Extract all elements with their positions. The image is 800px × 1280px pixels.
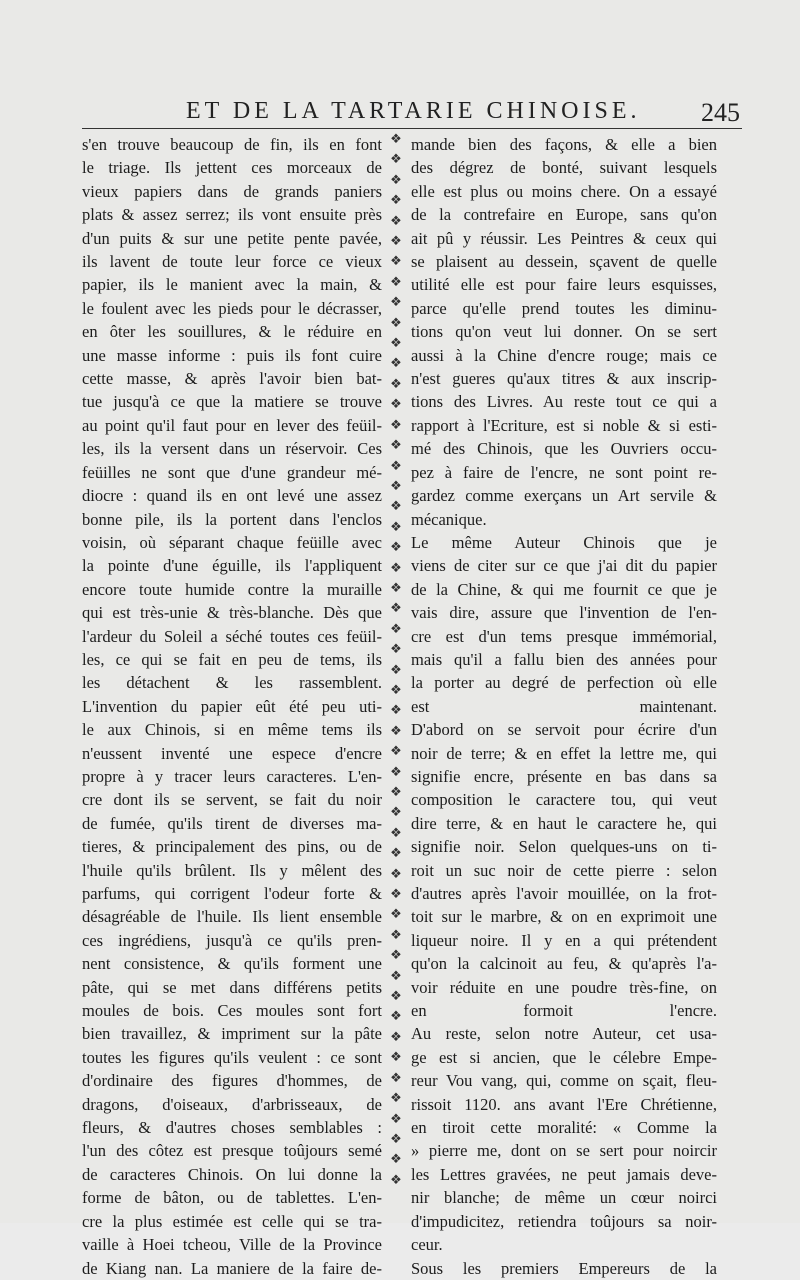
text-line: reur Vou vang, qui, comme on sçait, fleu- xyxy=(411,1071,717,1091)
text-line: vais dire, assure que l'invention de l'en- xyxy=(411,603,717,623)
ornament-glyph: ❖ xyxy=(390,1091,402,1107)
text-line: la porter au degré de perfection où elle xyxy=(411,673,717,693)
text-line: la pointe d'une éguille, ils l'appliquent xyxy=(82,556,382,576)
text-line: utilité elle est pour faire leurs esquisses, xyxy=(411,275,717,295)
text-line: Sous les premiers Empereurs de la xyxy=(411,1258,717,1278)
text-line: D'abord on se servoit pour écrire d'un xyxy=(411,720,717,740)
text-line: mé des Chinois, que les Ouvriers occu- xyxy=(411,439,717,459)
text-line: L'invention du papier eût été peu uti- xyxy=(82,696,382,716)
text-line: plats & assez serrez; ils vont ensuite près xyxy=(82,205,382,225)
ornament-glyph: ❖ xyxy=(390,1152,402,1168)
text-line: de Kiang nan. La maniere de la faire de- xyxy=(82,1258,382,1278)
text-line: rapport à l'Ecriture, est si noble & si esti- xyxy=(411,415,717,435)
text-line: ils lavent de toute leur force ce vieux xyxy=(82,252,382,272)
text-line: fleurs, & d'autres choses semblables : xyxy=(82,1118,382,1138)
ornament-glyph: ❖ xyxy=(390,927,402,943)
text-line: les Lettres gravées, ne peut jamais deve- xyxy=(411,1164,717,1184)
ornament-glyph: ❖ xyxy=(390,356,402,372)
text-line: désagréable de l'huile. Ils lient ensemble xyxy=(82,907,382,927)
ornament-glyph: ❖ xyxy=(390,1029,402,1045)
text-line: qu'on la calcinoit au feu, & qu'après l'a- xyxy=(411,954,717,974)
text-line: tue jusqu'à ce que la matiere se trouve xyxy=(82,392,382,412)
ornament-glyph: ❖ xyxy=(390,785,402,800)
text-line: aussi à la Chine d'encre rouge; mais ce xyxy=(411,345,717,365)
text-line: signifie encre, présente en bas dans sa xyxy=(411,766,717,786)
ornament-glyph: ❖ xyxy=(390,213,402,229)
text-line: Le même Auteur Chinois que je xyxy=(411,532,717,552)
ornament-glyph: ❖ xyxy=(390,968,402,984)
ornament-glyph: ❖ xyxy=(390,662,402,678)
text-line: le aux Chinois, si en même tems ils xyxy=(82,720,382,740)
text-line: l'un des côtez est presque toûjours semé xyxy=(82,1141,382,1161)
text-line: d'ordinaire des figures d'hommes, de xyxy=(82,1071,382,1091)
text-line: liqueur noire. Il y en a qui prétendent xyxy=(411,930,717,950)
text-line: ge est si ancien, que le célebre Empe- xyxy=(411,1047,717,1067)
text-line: se plaisent au dessein, sçavent de quelle xyxy=(411,252,717,272)
ornament-glyph: ❖ xyxy=(390,887,402,903)
text-line: en ôter les souillures, & le réduire en xyxy=(82,322,382,342)
text-line: le foulent avec les pieds pour le décrasser, xyxy=(82,298,382,318)
ornament-glyph: ❖ xyxy=(390,132,402,147)
text-line: bien travaillez, & impriment sur la pâte xyxy=(82,1024,382,1044)
text-line: tieres, & principalement des pins, ou de xyxy=(82,837,382,857)
text-line: l'ardeur du Soleil a séché toutes ces feüil- xyxy=(82,626,382,646)
text-line: dragons, d'oiseaux, d'arbrisseaux, de xyxy=(82,1094,382,1114)
text-line: l'huile qu'ils brûlent. Ils y mêlent des xyxy=(82,860,382,880)
text-line: cre la plus estimée est celle qui se tra- xyxy=(82,1211,382,1231)
text-line: des dégrez de bonté, suivant lesquels xyxy=(411,158,717,178)
ornament-glyph: ❖ xyxy=(390,989,402,1005)
text-line: tions qu'on veut lui donner. On se sert xyxy=(411,322,717,342)
ornament-glyph: ❖ xyxy=(390,499,402,515)
ornament-glyph: ❖ xyxy=(390,336,402,352)
ornament-glyph: ❖ xyxy=(390,642,402,658)
text-line: de la contrefaire en Europe, sans qu'on xyxy=(411,205,717,225)
ornament-glyph: ❖ xyxy=(390,621,402,637)
ornament-glyph: ❖ xyxy=(390,948,402,964)
left-column xyxy=(82,133,382,1280)
text-line: parfums, qui corrigent l'odeur forte & xyxy=(82,884,382,903)
ornament-glyph: ❖ xyxy=(390,478,402,494)
text-line: vieux papiers dans de grands paniers xyxy=(82,181,382,201)
text-line: ait pû y réussir. Les Peintres & ceux qui xyxy=(411,228,717,248)
ornament-glyph: ❖ xyxy=(390,1111,402,1127)
text-line: pâte, qui se met dans différens petits xyxy=(82,977,382,997)
text-line: de caracteres Chinois. On lui donne la xyxy=(82,1164,382,1184)
header-rule xyxy=(82,128,742,129)
text-line: d'impudicitez, retiendra toûjours sa noir- xyxy=(411,1211,717,1231)
ornament-glyph: ❖ xyxy=(390,907,402,923)
text-line: Au reste, selon notre Auteur, cet usa- xyxy=(411,1024,717,1044)
text-line: de fumée, qu'ils tirent de diverses ma- xyxy=(82,813,382,833)
text-line: toit sur le marbre, & on en exprimoit une xyxy=(411,907,717,927)
text-line: voir réduite en une poudre très-fine, on xyxy=(411,977,717,997)
ornament-glyph: ❖ xyxy=(390,417,402,433)
ornament-glyph: ❖ xyxy=(390,458,402,474)
ornament-glyph: ❖ xyxy=(390,601,402,617)
ornament-glyph: ❖ xyxy=(390,744,402,760)
text-line: elle est plus ou moins chere. On a essayé xyxy=(411,181,717,201)
text-line: tions des Livres. Au reste tout ce qui a xyxy=(411,392,717,412)
text-line: cette masse, & après l'avoir bien bat- xyxy=(82,369,382,389)
text-line: n'eussent inventé une espece d'encre xyxy=(82,743,382,763)
running-header xyxy=(160,98,740,132)
text-line: ces ingrédiens, jusqu'à ce qu'ils pren- xyxy=(82,930,382,950)
text-line: encore toute humide contre la muraille xyxy=(82,579,382,599)
text-line: n'est gueres qu'aux titres & aux inscrip- xyxy=(411,369,717,389)
ornament-glyph: ❖ xyxy=(390,152,402,168)
ornament-glyph: ❖ xyxy=(390,580,402,596)
ornament-glyph: ❖ xyxy=(390,438,402,454)
ornament-glyph: ❖ xyxy=(390,193,402,209)
text-line: d'un puits & sur une petite pente pavée, xyxy=(82,228,382,248)
ornament-glyph: ❖ xyxy=(390,540,402,556)
ornament-glyph: ❖ xyxy=(390,1131,402,1147)
page-number: 245 xyxy=(701,98,740,127)
text-line: voisin, où séparant chaque feüille avec xyxy=(82,532,382,552)
ornament-glyph: ❖ xyxy=(390,723,402,739)
text-line: mécanique. xyxy=(411,509,487,529)
text-line: gardez comme exerçans un Art servile & xyxy=(411,486,717,506)
text-line: forme de bâton, ou de tablettes. L'en- xyxy=(82,1188,382,1208)
column-divider-ornament xyxy=(387,130,405,1190)
text-line: diocre : quand ils en ont levé une assez xyxy=(82,486,382,506)
ornament-glyph: ❖ xyxy=(390,1070,402,1086)
ornament-glyph: ❖ xyxy=(390,172,402,188)
ornament-glyph: ❖ xyxy=(390,315,402,331)
text-line: nent consistence, & qu'ils forment une xyxy=(82,954,382,974)
text-line: cre dont ils se servent, se fait du noir xyxy=(82,790,382,810)
text-line: les détachent & les rassemblent. xyxy=(82,673,382,693)
ornament-glyph: ❖ xyxy=(390,764,402,780)
text-line: noir de terre; & en effet la lettre me, qui xyxy=(411,743,717,763)
text-line: feüilles ne sont que d'une grandeur mé- xyxy=(82,462,382,482)
text-line: propre à y tracer leurs caracteres. L'en- xyxy=(82,766,382,786)
text-line: mande bien des façons, & elle a bien xyxy=(411,135,717,154)
ornament-glyph: ❖ xyxy=(390,560,402,576)
text-line: composition le caractere tou, qui veut xyxy=(411,790,717,810)
right-column xyxy=(411,133,717,1280)
text-line: d'autres après l'avoir mouillée, on la frot- xyxy=(411,884,717,903)
ornament-glyph: ❖ xyxy=(390,846,402,862)
ornament-glyph: ❖ xyxy=(390,825,402,841)
ornament-glyph: ❖ xyxy=(390,1050,402,1066)
running-title: ET DE LA TARTARIE CHINOISE. xyxy=(186,98,641,124)
text-line: au point qu'il faut pour en lever des feüil- xyxy=(82,415,382,435)
text-line: cre est d'un tems presque immémorial, xyxy=(411,626,717,646)
text-line: en tiroit cette moralité: « Comme la xyxy=(411,1118,717,1138)
text-line: signifie noir. Selon quelques-uns on ti- xyxy=(411,837,717,857)
text-line: dire terre, & en haut le caractere he, qui xyxy=(411,813,717,833)
text-line: papier, ils le manient avec la main, & xyxy=(82,275,382,295)
text-line: pez à faire de l'encre, ne sont point re- xyxy=(411,462,717,482)
ornament-glyph: ❖ xyxy=(390,1009,402,1025)
ornament-glyph: ❖ xyxy=(390,866,402,882)
text-line: est maintenant. xyxy=(411,696,717,716)
ornament-glyph: ❖ xyxy=(390,376,402,392)
text-line: le triage. Ils jettent ces morceaux de xyxy=(82,158,382,178)
text-line: parce qu'elle prend toutes les diminu- xyxy=(411,298,717,318)
ornament-glyph: ❖ xyxy=(390,397,402,413)
ornament-glyph: ❖ xyxy=(390,274,402,290)
text-line: vaille à Hoei tcheou, Ville de la Province xyxy=(82,1235,382,1255)
text-line: viens de citer sur ce que j'ai dit du papier xyxy=(411,556,717,576)
text-line: mais qu'il a fallu bien des années pour xyxy=(411,649,717,669)
text-line: ceur. xyxy=(411,1235,443,1255)
text-line: moules de bois. Ces moules sont fort xyxy=(82,1001,382,1021)
text-line: s'en trouve beaucoup de fin, ils en font xyxy=(82,135,382,154)
ornament-glyph: ❖ xyxy=(390,703,402,719)
text-line: toutes les figures qu'ils veulent : ce sont xyxy=(82,1047,382,1067)
text-line: les, ils la versent dans un réservoir. Ces xyxy=(82,439,382,459)
text-line: en formoit l'encre. xyxy=(411,1001,717,1021)
text-line: les, ce qui se fait en peu de tems, ils xyxy=(82,649,382,669)
text-line: bonne pile, ils la portent dans l'enclos xyxy=(82,509,382,529)
ornament-glyph: ❖ xyxy=(390,519,402,535)
ornament-glyph: ❖ xyxy=(390,295,402,311)
text-line: de la Chine, & qui me fournit ce que je xyxy=(411,579,717,599)
text-line: nir blanche; de même un cœur noirci xyxy=(411,1188,717,1208)
ornament-glyph: ❖ xyxy=(390,1172,402,1188)
text-line: » pierre me, dont on se sert pour noircir xyxy=(411,1141,717,1161)
text-line: qui est très-unie & très-blanche. Dès que xyxy=(82,603,382,623)
text-line: rissoit 1120. ans avant l'Ere Chrétienne, xyxy=(411,1094,717,1114)
ornament-glyph: ❖ xyxy=(390,682,402,698)
text-line: une masse informe : puis ils font cuire xyxy=(82,345,382,365)
text-line: roit un suc noir de cette pierre : selon xyxy=(411,860,717,880)
ornament-glyph: ❖ xyxy=(390,254,402,270)
ornament-glyph: ❖ xyxy=(390,805,402,821)
ornament-glyph: ❖ xyxy=(390,234,402,250)
